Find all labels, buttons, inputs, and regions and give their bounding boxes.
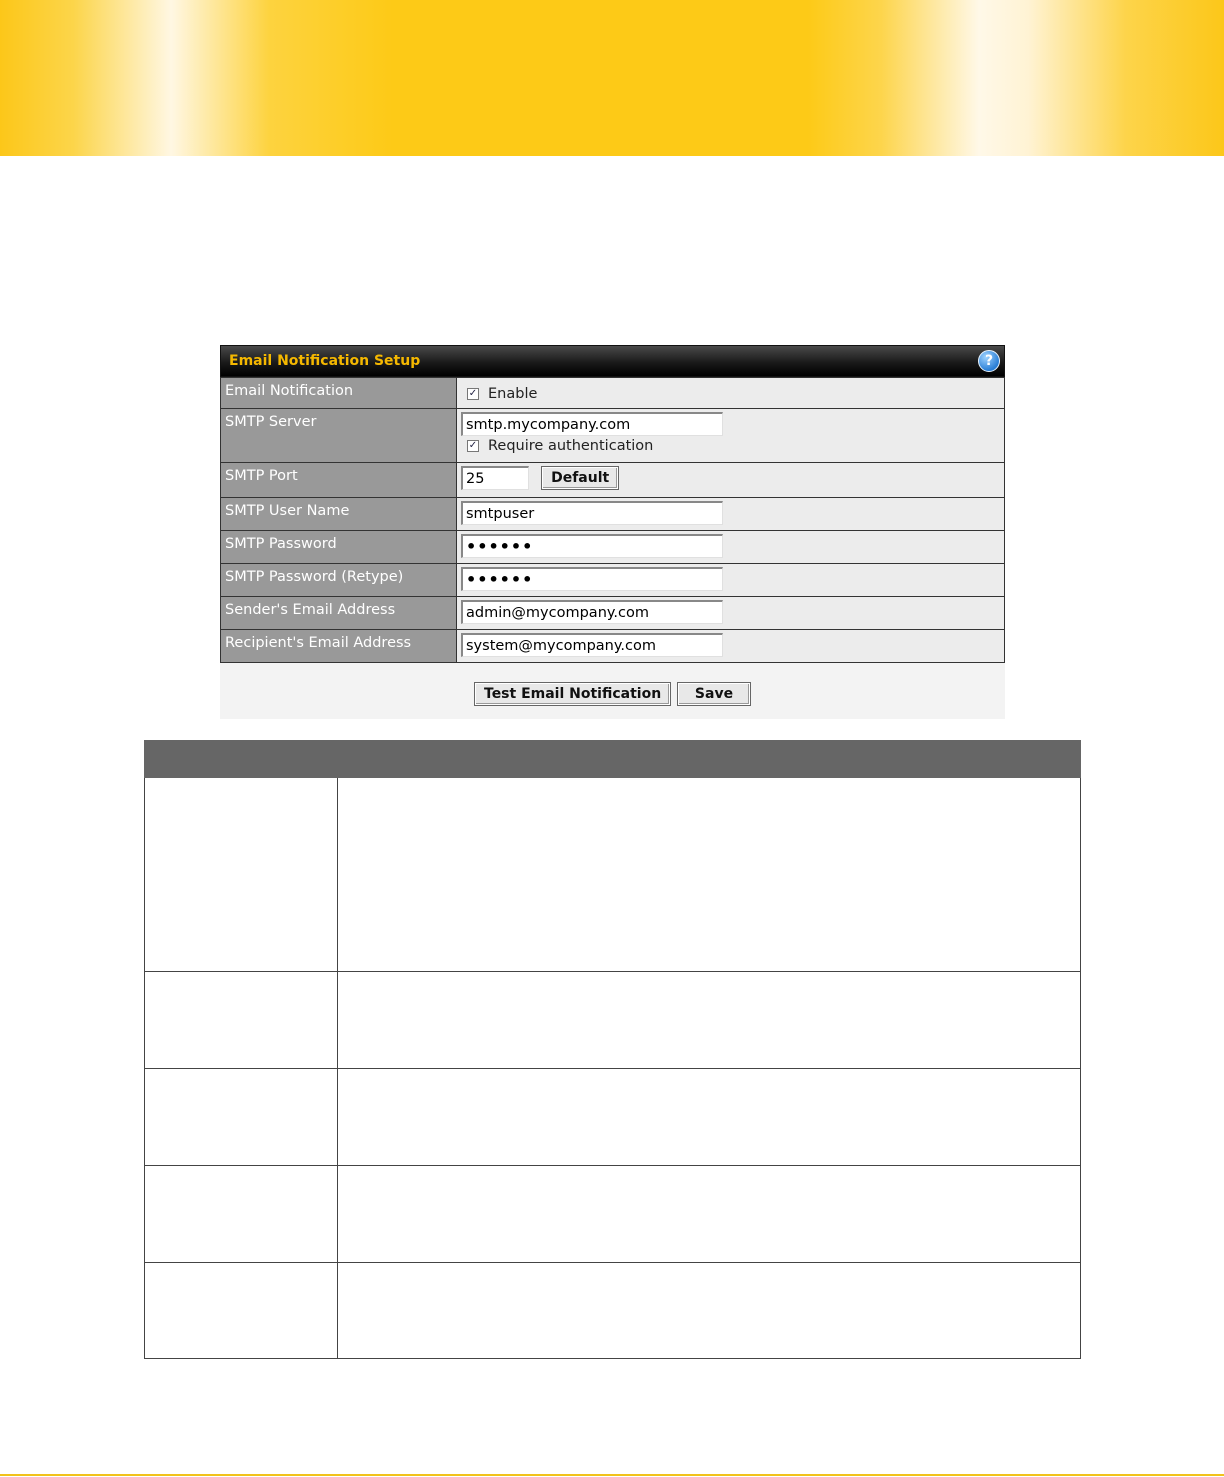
description-row xyxy=(145,1069,1081,1166)
smtp-server-input[interactable] xyxy=(461,412,723,436)
description-table xyxy=(144,740,1081,1359)
row-smtp-password-retype xyxy=(221,564,1005,597)
description-header xyxy=(145,741,1081,778)
row-sender-email xyxy=(221,597,1005,630)
smtp-password-input[interactable] xyxy=(461,534,723,558)
email-notification-panel xyxy=(220,345,1005,719)
description-row xyxy=(145,1166,1081,1263)
label-smtp-port: SMTP Port xyxy=(221,463,457,498)
row-smtp-password xyxy=(221,531,1005,564)
recipient-email-input[interactable] xyxy=(461,633,723,657)
default-port-button[interactable]: Default xyxy=(542,467,618,489)
sender-email-input[interactable] xyxy=(461,600,723,624)
row-email-notification xyxy=(221,378,1005,409)
description-row xyxy=(145,778,1081,972)
help-icon[interactable]: ? xyxy=(978,350,1000,372)
label-sender-email: Sender's Email Address xyxy=(221,597,457,630)
row-smtp-user xyxy=(221,498,1005,531)
test-email-button[interactable]: Test Email Notification xyxy=(475,683,670,705)
enable-checkbox-label: Enable xyxy=(488,386,538,402)
row-smtp-port xyxy=(221,463,1005,498)
label-smtp-user: SMTP User Name xyxy=(221,498,457,531)
panel-title: Email Notification Setup xyxy=(229,353,421,369)
description-row xyxy=(145,1263,1081,1359)
settings-form xyxy=(220,377,1005,663)
panel-header xyxy=(220,345,1005,377)
smtp-password-retype-input[interactable] xyxy=(461,567,723,591)
label-smtp-password-retype: SMTP Password (Retype) xyxy=(221,564,457,597)
row-recipient-email xyxy=(221,630,1005,663)
label-email-notification: Email Notification xyxy=(221,378,457,409)
require-auth-checkbox[interactable]: ✓ xyxy=(468,440,478,451)
require-auth-label: Require authentication xyxy=(488,438,654,454)
label-smtp-password: SMTP Password xyxy=(221,531,457,564)
footer-rule xyxy=(0,1474,1224,1476)
label-recipient-email: Recipient's Email Address xyxy=(221,630,457,663)
smtp-user-input[interactable] xyxy=(461,501,723,525)
header-banner xyxy=(0,0,1224,156)
enable-checkbox[interactable]: ✓ xyxy=(468,388,478,399)
label-smtp-server: SMTP Server xyxy=(221,409,457,463)
action-bar xyxy=(220,663,1005,719)
description-row xyxy=(145,972,1081,1069)
smtp-port-input[interactable] xyxy=(461,466,529,490)
save-button[interactable]: Save xyxy=(678,683,750,705)
row-smtp-server xyxy=(221,409,1005,463)
